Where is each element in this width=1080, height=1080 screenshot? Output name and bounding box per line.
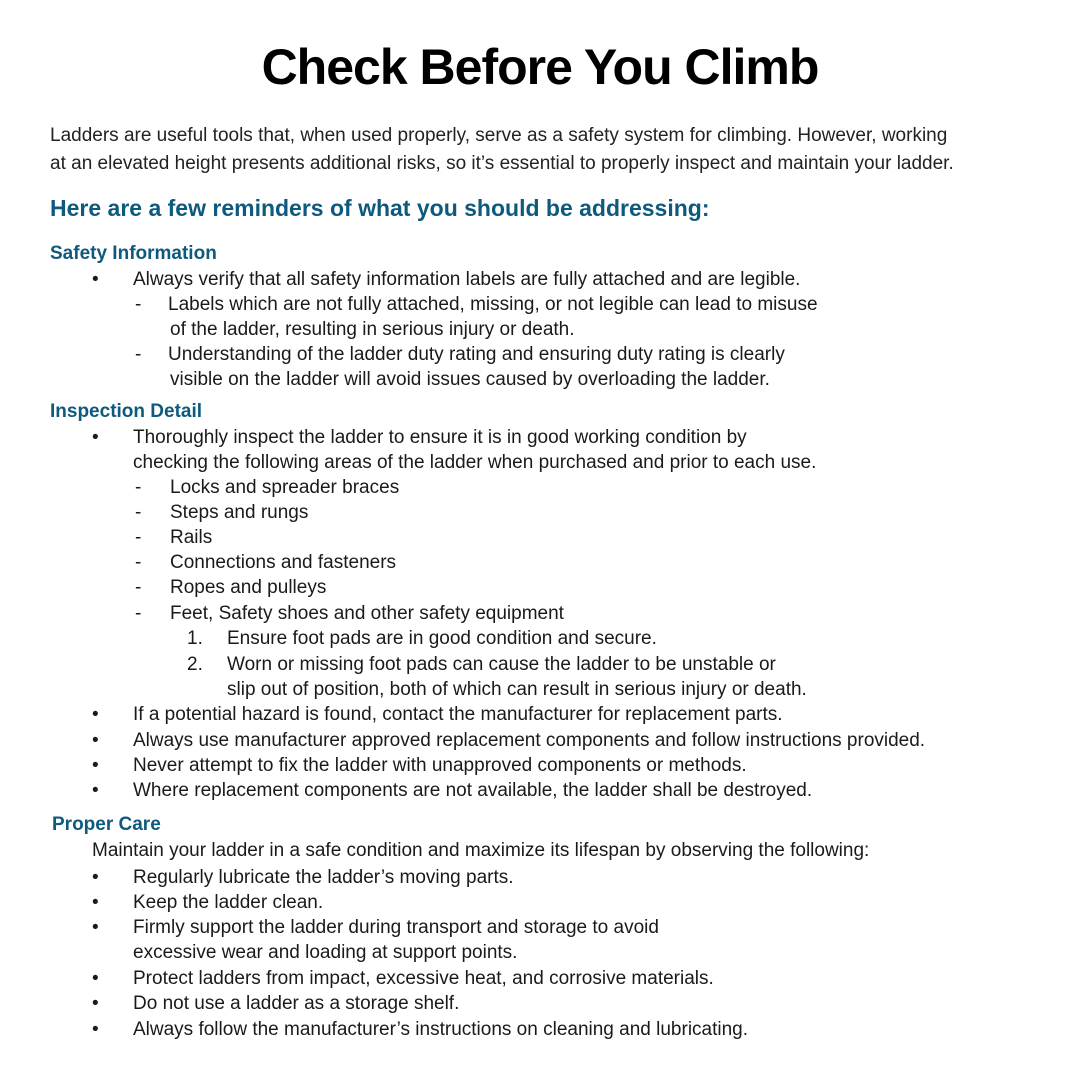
list-item: If a potential hazard is found, contact the manufacturer for replacement parts. bbox=[133, 704, 783, 725]
list-item: Ensure foot pads are in good condition and secure. bbox=[227, 628, 657, 649]
list-item-cont: slip out of position, both of which can result in serious injury or death. bbox=[227, 679, 807, 700]
intro-line: at an elevated height presents additional risks, so it’s essential to properly inspect and maintain your ladder. bbox=[50, 153, 954, 174]
bullet-icon: • bbox=[92, 427, 99, 448]
dash-icon: - bbox=[135, 577, 142, 598]
list-item: Where replacement components are not available, the ladder shall be destroyed. bbox=[133, 780, 813, 801]
dash-icon: - bbox=[135, 552, 142, 573]
list-item: Worn or missing foot pads can cause the ladder to be unstable or bbox=[227, 654, 776, 675]
list-item: Always follow the manufacturer’s instructions on cleaning and lubricating. bbox=[133, 1019, 749, 1040]
intro-line: Ladders are useful tools that, when used properly, serve as a safety system for climbing. However, working bbox=[50, 125, 948, 146]
list-item: Steps and rungs bbox=[170, 502, 309, 523]
dash-icon: - bbox=[135, 477, 142, 498]
list-item: Feet, Safety shoes and other safety equipment bbox=[170, 603, 564, 624]
bullet-icon: • bbox=[92, 968, 99, 989]
list-number: 2. bbox=[187, 654, 203, 675]
safety-heading: Safety Information bbox=[50, 243, 217, 264]
list-item: Never attempt to fix the ladder with unapproved components or methods. bbox=[133, 755, 747, 776]
bullet-icon: • bbox=[92, 1019, 99, 1040]
bullet-icon: • bbox=[92, 704, 99, 725]
list-number: 1. bbox=[187, 628, 203, 649]
list-item: Keep the ladder clean. bbox=[133, 892, 324, 913]
bullet-icon: • bbox=[92, 755, 99, 776]
dash-icon: - bbox=[135, 603, 142, 624]
bullet-icon: • bbox=[92, 917, 99, 938]
list-item-cont: of the ladder, resulting in serious injury or death. bbox=[170, 319, 575, 340]
list-item: Always use manufacturer approved replacement components and follow instructions provided. bbox=[133, 730, 926, 751]
reminders-subheading: Here are a few reminders of what you should be addressing: bbox=[50, 195, 710, 221]
dash-icon: - bbox=[135, 294, 142, 315]
list-item: Understanding of the ladder duty rating and ensuring duty rating is clearly bbox=[168, 344, 785, 365]
list-item-cont: excessive wear and loading at support points. bbox=[133, 942, 518, 963]
inspection-heading: Inspection Detail bbox=[50, 401, 203, 422]
list-item: Always verify that all safety information labels are fully attached and are legible. bbox=[133, 269, 801, 290]
list-item: Regularly lubricate the ladder’s moving parts. bbox=[133, 867, 514, 888]
list-item: Ropes and pulleys bbox=[170, 577, 327, 598]
list-item: Firmly support the ladder during transport and storage to avoid bbox=[133, 917, 659, 938]
list-item: Protect ladders from impact, excessive heat, and corrosive materials. bbox=[133, 968, 714, 989]
list-item: Labels which are not fully attached, missing, or not legible can lead to misuse bbox=[168, 294, 818, 315]
bullet-icon: • bbox=[92, 269, 99, 290]
bullet-icon: • bbox=[92, 730, 99, 751]
list-item-cont: checking the following areas of the ladder when purchased and prior to each use. bbox=[133, 452, 817, 473]
list-item: Thoroughly inspect the ladder to ensure it is in good working condition by bbox=[133, 427, 747, 448]
bullet-icon: • bbox=[92, 993, 99, 1014]
list-item: Do not use a ladder as a storage shelf. bbox=[133, 993, 460, 1014]
bullet-icon: • bbox=[92, 867, 99, 888]
list-item: Rails bbox=[170, 527, 213, 548]
list-item-cont: visible on the ladder will avoid issues caused by overloading the ladder. bbox=[170, 369, 770, 390]
care-heading: Proper Care bbox=[52, 814, 161, 835]
care-lead: Maintain your ladder in a safe condition and maximize its lifespan by observing the following: bbox=[92, 840, 870, 861]
bullet-icon: • bbox=[92, 892, 99, 913]
dash-icon: - bbox=[135, 344, 142, 365]
list-item: Locks and spreader braces bbox=[170, 477, 400, 498]
page-title: Check Before You Climb bbox=[261, 39, 819, 95]
intro-paragraph bbox=[50, 122, 1050, 178]
dash-icon: - bbox=[135, 502, 142, 523]
list-item: Connections and fasteners bbox=[170, 552, 397, 573]
bullet-icon: • bbox=[92, 780, 99, 801]
dash-icon: - bbox=[135, 527, 142, 548]
